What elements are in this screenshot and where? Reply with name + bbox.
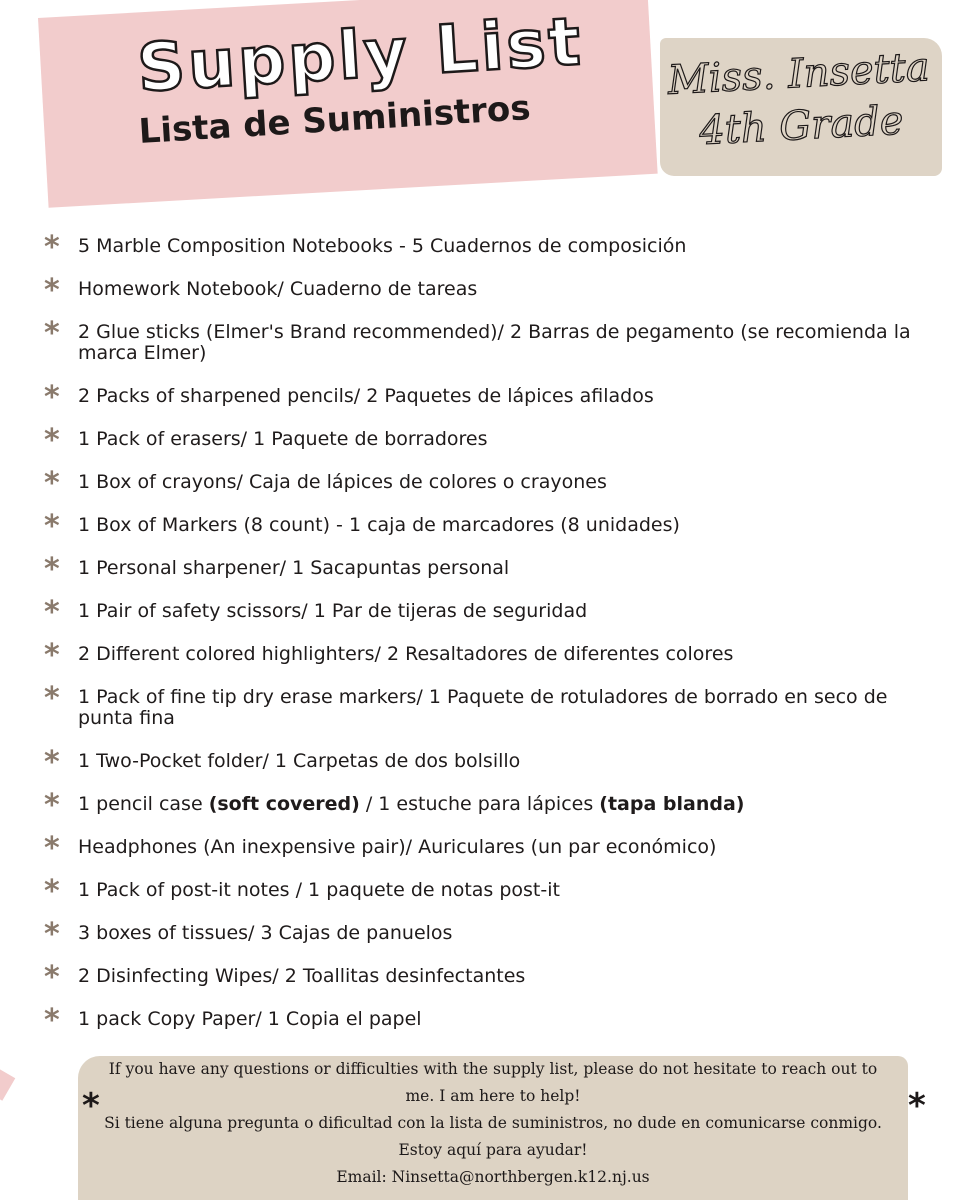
supply-list xyxy=(44,230,934,1052)
contact-note xyxy=(96,1056,890,1191)
supply-item-text: 1 Pair of safety scissors/ 1 Par de tijeras de seguridad xyxy=(78,600,588,622)
supply-item xyxy=(44,595,934,630)
supply-item-text xyxy=(78,793,744,815)
bullet-asterisk-icon: * xyxy=(44,681,60,716)
supply-item-text: 2 Different colored highlighters/ 2 Resaltadores de diferentes colores xyxy=(78,643,734,665)
bullet-asterisk-icon: * xyxy=(44,917,60,952)
contact-note-spanish: Si tiene alguna pregunta o dificultad con la lista de suministros, no dude en comunicarse conmigo. Estoy aquí para ayudar! xyxy=(104,1114,882,1159)
supply-item-text: Homework Notebook/ Cuaderno de tareas xyxy=(78,278,478,300)
item-text-part: 1 pencil case xyxy=(78,793,209,815)
supply-item xyxy=(44,552,934,587)
bullet-asterisk-icon: * xyxy=(44,745,60,780)
decorative-corner xyxy=(0,1069,15,1101)
supply-item xyxy=(44,1003,934,1038)
supply-item xyxy=(44,509,934,544)
supply-item-text: 1 pack Copy Paper/ 1 Copia el papel xyxy=(78,1008,422,1030)
contact-email[interactable]: Email: Ninsetta@northbergen.k12.nj.us xyxy=(336,1168,650,1186)
bullet-asterisk-icon: * xyxy=(44,380,60,415)
supply-item xyxy=(44,831,934,866)
footer-star-right: * xyxy=(908,1086,926,1126)
supply-item xyxy=(44,960,934,995)
bullet-asterisk-icon: * xyxy=(44,230,60,265)
supply-item xyxy=(44,230,934,265)
supply-item-text: 2 Disinfecting Wipes/ 2 Toallitas desinfectantes xyxy=(78,965,526,987)
bullet-asterisk-icon: * xyxy=(44,423,60,458)
bullet-asterisk-icon: * xyxy=(44,1003,60,1038)
bullet-asterisk-icon: * xyxy=(44,874,60,909)
supply-item-text: 1 Personal sharpener/ 1 Sacapuntas personal xyxy=(78,557,510,579)
supply-item xyxy=(44,681,934,729)
contact-note-english: If you have any questions or difficulties with the supply list, please do not hesitate to reach out to me. I am here to help! xyxy=(108,1060,878,1105)
bullet-asterisk-icon: * xyxy=(44,788,60,823)
supply-item xyxy=(44,273,934,308)
footer-star-left: * xyxy=(82,1086,100,1126)
teacher-name: Miss. Insetta xyxy=(666,44,931,104)
bullet-asterisk-icon: * xyxy=(44,960,60,995)
supply-item xyxy=(44,316,934,364)
supply-item-text: 1 Pack of post-it notes / 1 paquete de notas post-it xyxy=(78,879,560,901)
supply-item xyxy=(44,380,934,415)
supply-item xyxy=(44,638,934,673)
supply-item-text: 1 Box of crayons/ Caja de lápices de colores o crayones xyxy=(78,471,607,493)
supply-item-text: 1 Pack of fine tip dry erase markers/ 1 Paquete de rotuladores de borrado en seco de punta fina xyxy=(78,686,888,729)
bullet-asterisk-icon: * xyxy=(44,509,60,544)
supply-item xyxy=(44,917,934,952)
supply-item xyxy=(44,466,934,501)
bullet-asterisk-icon: * xyxy=(44,638,60,673)
supply-item-text: 1 Pack of erasers/ 1 Paquete de borradores xyxy=(78,428,488,450)
supply-item-text: 1 Two-Pocket folder/ 1 Carpetas de dos bolsillo xyxy=(78,750,521,772)
page-title: Supply List xyxy=(135,2,586,107)
supply-item-text: Headphones (An inexpensive pair)/ Auriculares (un par económico) xyxy=(78,836,717,858)
emphasis-text: (soft covered) xyxy=(208,793,360,815)
bullet-asterisk-icon: * xyxy=(44,466,60,501)
emphasis-text: (tapa blanda) xyxy=(599,793,745,815)
supply-item-text: 2 Packs of sharpened pencils/ 2 Paquetes de lápices afilados xyxy=(78,385,654,407)
bullet-asterisk-icon: * xyxy=(44,273,60,308)
supply-item xyxy=(44,745,934,780)
supply-item-text: 2 Glue sticks (Elmer's Brand recommended)/ 2 Barras de pegamento (se recomienda la marca Elmer) xyxy=(78,321,911,364)
bullet-asterisk-icon: * xyxy=(44,316,60,351)
grade-label: 4th Grade xyxy=(698,97,905,155)
page-subtitle: Lista de Suministros xyxy=(137,88,532,152)
supply-item-text: 5 Marble Composition Notebooks - 5 Cuadernos de composición xyxy=(78,235,687,257)
teacher-badge xyxy=(659,41,940,159)
supply-item xyxy=(44,788,934,823)
supply-item xyxy=(44,874,934,909)
supply-item xyxy=(44,423,934,458)
supply-item-text: 1 Box of Markers (8 count) - 1 caja de marcadores (8 unidades) xyxy=(78,514,680,536)
supply-item-text: 3 boxes of tissues/ 3 Cajas de panuelos xyxy=(78,922,453,944)
bullet-asterisk-icon: * xyxy=(44,831,60,866)
bullet-asterisk-icon: * xyxy=(44,595,60,630)
bullet-asterisk-icon: * xyxy=(44,552,60,587)
item-text-part: / 1 estuche para lápices xyxy=(359,793,600,815)
